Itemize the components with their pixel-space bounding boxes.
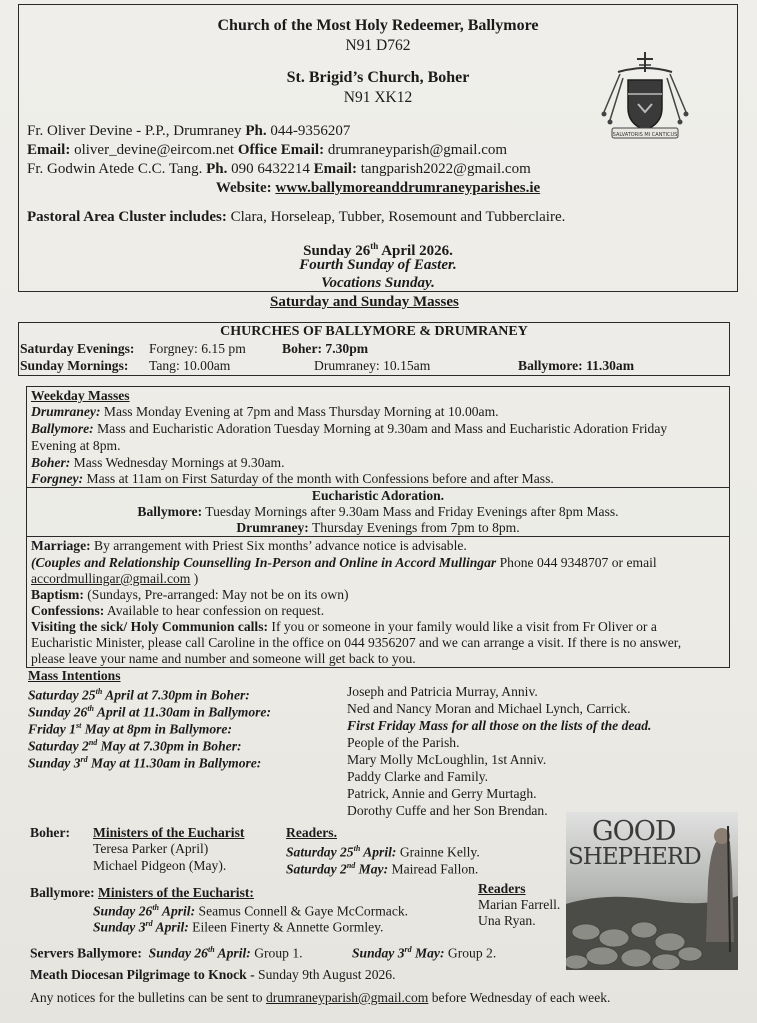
marriage-text: By arrangement with Priest Six months’ advance notice is advisable. xyxy=(90,538,467,553)
date-suffix: th xyxy=(152,903,159,912)
notices-email-link[interactable]: drumraneyparish@gmail.com xyxy=(265,990,429,1005)
intention-name: Ned and Nancy Moran and Michael Lynch, Carrick. xyxy=(347,701,631,716)
ballymore-label: Ballymore: xyxy=(31,421,94,436)
confessions-line xyxy=(31,603,324,619)
date-text: Sunday 26 xyxy=(303,243,371,259)
date-suffix: rd xyxy=(80,755,88,764)
drumraney-text: Mass Monday Evening at 7pm and Mass Thursday Morning at 10.00am. xyxy=(100,404,499,419)
boher-minister-name: Michael Pidgeon (May). xyxy=(93,858,227,873)
saturday-label: Saturday Evenings: xyxy=(20,341,135,356)
weekday-drumraney xyxy=(31,404,499,420)
ballymore-reader: Marian Farrell. xyxy=(478,897,561,912)
notices-text: Any notices for the bulletins can be sent to xyxy=(30,990,266,1005)
date-text: Sunday 3 xyxy=(352,945,405,961)
intention-name: First Friday Mass for all those on the lists of the dead. xyxy=(347,718,652,733)
visiting-text: If you or someone in your family would like a visit from Fr Oliver or a xyxy=(268,619,657,634)
cluster-parishes: Clara, Horseleap, Tubber, Rosemount and Tubberclaire. xyxy=(226,209,566,225)
date-suffix: th xyxy=(95,687,103,696)
date-suffix: rd xyxy=(145,919,153,928)
date-suffix: nd xyxy=(346,861,356,870)
forgney-label: Forgney: xyxy=(31,471,84,486)
visiting-line-3: please leave your name and number and someone will get back to you. xyxy=(31,651,416,666)
date-suffix: th xyxy=(370,241,379,251)
marriage-label: Marriage: xyxy=(31,538,91,553)
saturday-forgney: Forgney: 6.15 pm xyxy=(149,341,246,356)
intention-name: Patrick, Annie and Gerry Murtagh. xyxy=(347,786,537,801)
servers-line-2 xyxy=(352,942,496,962)
ballymore-minister xyxy=(93,916,383,936)
date-text: Sunday 26 xyxy=(148,945,208,961)
priest-2-phone: 090 6432214 xyxy=(227,161,314,177)
date-text: Saturday 2 xyxy=(28,738,89,754)
ballymore-ministers-label: Ballymore: xyxy=(30,885,95,900)
ballymore-ministers-heading: Ministers of the Eucharist: xyxy=(98,885,254,900)
header-box xyxy=(18,4,738,292)
date-text-end: April at 11.30am in Ballymore: xyxy=(93,704,271,720)
date-text: Sunday 26 xyxy=(28,704,88,720)
confessions-text: Available to hear confession on request. xyxy=(104,603,325,618)
phone-label: Ph. xyxy=(206,161,228,177)
intentions-heading: Mass Intentions xyxy=(28,668,121,683)
date-text-end: April: xyxy=(214,945,251,961)
servers-label: Servers Ballymore: xyxy=(30,945,142,961)
email-line xyxy=(27,141,507,159)
notices-line xyxy=(30,990,610,1006)
email-label: Email: xyxy=(27,142,71,158)
intention-name: People of the Parish. xyxy=(347,735,460,750)
ballymore-text: Mass and Eucharistic Adoration Tuesday Morning at 9.30am and Mass and Eucharistic Adoration Friday xyxy=(93,421,668,436)
weekday-ballymore-cont: Evening at 8pm. xyxy=(31,438,121,453)
adoration-ballymore xyxy=(27,504,729,520)
date-text-end: May: xyxy=(411,945,445,961)
priest-2-name: Fr. Godwin Atede C.C. Tang. xyxy=(27,161,207,177)
date-text-end: April 2026. xyxy=(378,243,453,259)
couples-text: (Couples and Relationship Counselling In-Person and Online in Accord Mullingar xyxy=(31,555,497,570)
date-text: Sunday 26 xyxy=(93,903,153,919)
intention-name: Mary Molly McLoughlin, 1st Anniv. xyxy=(347,752,547,767)
image-title-shepherd: SHEPHERD xyxy=(568,844,701,870)
date-text: Sunday 3 xyxy=(93,919,146,935)
visiting-label: Visiting the sick/ Holy Communion calls: xyxy=(31,619,269,634)
date-text-end: April at 7.30pm in Boher: xyxy=(102,687,250,703)
intention-date xyxy=(28,752,261,772)
marriage-line xyxy=(31,538,467,554)
website-line xyxy=(19,179,737,197)
date-text-end: May at 8pm in Ballymore: xyxy=(81,721,232,737)
minister-names: Eileen Finerty & Annette Gormley. xyxy=(188,919,384,935)
priest-2-email[interactable]: tangparish2022@gmail.com xyxy=(356,161,531,177)
priest-1-line xyxy=(27,122,350,140)
office-email-label: Office Email: xyxy=(237,142,325,158)
couples-phone: Phone 044 9348707 or email xyxy=(496,555,657,570)
servers-line xyxy=(30,942,303,962)
ballymore-reader: Una Ryan. xyxy=(478,913,536,928)
adoration-ballymore-label: Ballymore: xyxy=(137,504,203,519)
boher-label: Boher: xyxy=(31,455,71,470)
couples-line xyxy=(31,555,657,571)
sunday-label: Sunday Mornings: xyxy=(20,358,129,373)
date-text-end: May at 11.30am in Ballymore: xyxy=(87,755,262,771)
weekday-heading: Weekday Masses xyxy=(31,388,130,403)
boher-ministers-heading: Ministers of the Eucharist xyxy=(93,825,245,840)
masses-box xyxy=(18,322,730,376)
church-1-eircode: N91 D762 xyxy=(345,37,411,54)
adoration-drumraney xyxy=(27,520,729,536)
adoration-heading: Eucharistic Adoration. xyxy=(311,488,445,503)
boher-ministers-label: Boher: xyxy=(30,825,71,840)
priest-2-line xyxy=(27,160,531,178)
date-text-end: April: xyxy=(360,844,397,860)
baptism-label: Baptism: xyxy=(31,587,84,602)
date-text: Saturday 25 xyxy=(28,687,96,703)
cluster-label: Pastoral Area Cluster includes: xyxy=(27,209,227,225)
date-suffix: nd xyxy=(88,738,98,747)
saturday-boher: Boher: 7.30pm xyxy=(282,341,369,356)
phone-label: Ph. xyxy=(245,123,267,139)
sunday-ballymore: Ballymore: 11.30am xyxy=(518,358,635,373)
accord-email-line xyxy=(31,571,198,587)
pilgrimage-date: Sunday 9th August 2026. xyxy=(254,967,396,982)
weekday-ballymore xyxy=(31,421,667,437)
accord-email-link[interactable]: accordmullingar@gmail.com xyxy=(31,571,191,586)
intention-name: Paddy Clarke and Family. xyxy=(347,769,489,784)
date-suffix: th xyxy=(353,844,361,853)
pilgrimage-line xyxy=(30,967,396,983)
date-text-end: April: xyxy=(152,919,189,935)
visiting-line-1 xyxy=(31,619,657,635)
email-label: Email: xyxy=(313,161,357,177)
date-suffix: th xyxy=(207,945,215,954)
date-text: Friday 1 xyxy=(28,721,76,737)
cluster-line xyxy=(27,208,565,226)
confessions-label: Confessions: xyxy=(31,603,105,618)
office-email[interactable]: drumraneyparish@gmail.com xyxy=(324,142,508,158)
sunday-drumraney: Drumraney: 10.15am xyxy=(314,358,431,373)
date-suffix: th xyxy=(87,704,94,713)
date-text-end: April: xyxy=(158,903,196,919)
intention-name: Dorothy Cuffe and her Son Brendan. xyxy=(347,803,548,818)
divider xyxy=(27,536,729,537)
date-text: Sunday 3 xyxy=(28,755,81,771)
pilgrimage-label: Meath Diocesan Pilgrimage to Knock - xyxy=(30,967,255,982)
date-text: Saturday 2 xyxy=(286,861,347,877)
server-group: Group 1. xyxy=(250,945,303,961)
forgney-text: Mass at 11am on First Saturday of the month with Confessions before and after Mass. xyxy=(83,471,554,486)
boher-reader xyxy=(286,858,478,878)
sunday-tang: Tang: 10.00am xyxy=(149,358,231,373)
priest-1-phone: 044-9356207 xyxy=(266,123,351,139)
date-suffix: rd xyxy=(404,945,412,954)
reader-name: Mairead Fallon. xyxy=(388,861,479,877)
boher-minister xyxy=(93,841,208,857)
date-text-end: May at 7.30pm in Boher: xyxy=(97,738,242,754)
visiting-line-2: Eucharistic Minister, please call Caroline in the office on 044 9356207 and we can arrange a visit. If there is no answer, xyxy=(31,635,682,650)
website-link[interactable]: www.ballymoreanddrumraneyparishes.ie xyxy=(275,180,541,196)
adoration-ballymore-text: Tuesday Mornings after 9.30am Mass and Friday Evenings after 8pm Mass. xyxy=(202,504,619,519)
minister-names: Seamus Connell & Gaye McCormack. xyxy=(195,903,409,919)
weekday-boher xyxy=(31,455,285,471)
good-shepherd-image xyxy=(566,812,738,970)
adoration-drumraney-text: Thursday Evenings from 7pm to 8pm. xyxy=(308,520,520,535)
priest-1-name: Fr. Oliver Devine - P.P., Drumraney xyxy=(27,123,246,139)
intention-name: Joseph and Patricia Murray, Anniv. xyxy=(347,684,538,699)
reader-name: Grainne Kelly. xyxy=(396,844,480,860)
churches-heading: CHURCHES OF BALLYMORE & DRUMRANEY xyxy=(220,324,528,339)
church-2-eircode: N91 XK12 xyxy=(343,89,413,106)
weekday-box xyxy=(26,386,730,668)
priest-1-email[interactable]: oliver_devine@eircom.net xyxy=(70,142,238,158)
date-suffix: st xyxy=(75,721,82,730)
ballymore-readers-heading: Readers xyxy=(478,881,526,896)
boher-minister-name: Teresa Parker (April) xyxy=(93,841,209,856)
vocations-sunday: Vocations Sunday. xyxy=(321,275,435,291)
liturgical-sunday: Fourth Sunday of Easter. xyxy=(299,257,457,273)
baptism-text: (Sundays, Pre-arranged: May not be on its own) xyxy=(83,587,349,602)
masses-heading: Saturday and Sunday Masses xyxy=(270,294,459,310)
date-text: Saturday 25 xyxy=(286,844,354,860)
server-group: Group 2. xyxy=(444,945,497,961)
drumraney-label: Drumraney: xyxy=(31,404,101,419)
boher-minister xyxy=(93,858,226,874)
adoration-drumraney-label: Drumraney: xyxy=(236,520,309,535)
image-title-good: GOOD xyxy=(592,816,676,847)
notices-text-end: before Wednesday of each week. xyxy=(428,990,611,1005)
boher-text: Mass Wednesday Mornings at 9.30am. xyxy=(70,455,285,470)
church-1-title: Church of the Most Holy Redeemer, Ballymore xyxy=(217,17,539,34)
website-label: Website: xyxy=(215,180,276,196)
church-2-title: St. Brigid’s Church, Boher xyxy=(286,69,470,86)
boher-readers-heading: Readers. xyxy=(286,825,337,840)
parish-crest-icon xyxy=(598,50,692,142)
crest-motto: SALVATORIS MI CANTICUS xyxy=(612,132,678,138)
weekday-forgney xyxy=(31,471,554,487)
accord-tail: ) xyxy=(190,571,199,586)
date-text-end: May: xyxy=(355,861,389,877)
baptism-line xyxy=(31,587,349,603)
